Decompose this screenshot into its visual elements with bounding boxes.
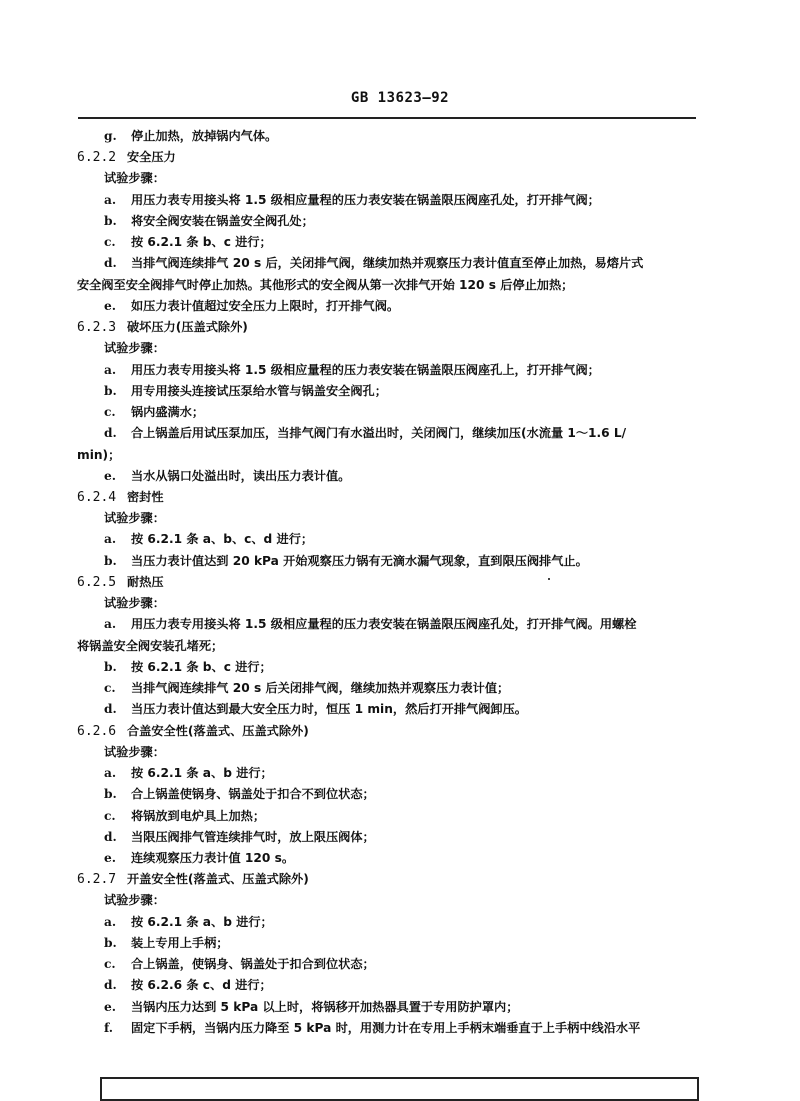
item-label: d.: [104, 426, 117, 441]
section-heading: [77, 317, 697, 338]
item-label: d.: [104, 829, 117, 844]
item-label: e.: [104, 298, 116, 313]
item-text: 用专用接头连接试压泵给水管与锅盖安全阀孔；: [131, 383, 387, 398]
steps-label: [77, 168, 697, 189]
list-item: [77, 848, 697, 869]
item-text: 合上锅盖后用试压泵加压，当排气阀门有水溢出时，关闭阀门，继续加压(水流量 1～1.6 L/: [131, 426, 627, 441]
item-label: e.: [104, 850, 116, 865]
item-text: 当压力表计值达到最大安全压力时，恒压 1 min，然后打开排气阀卸压。: [131, 702, 527, 717]
list-item-continuation: [77, 275, 697, 296]
item-label: e.: [104, 468, 116, 483]
section-number: 6.2.6: [77, 723, 117, 739]
section-number: 6.2.5: [77, 574, 117, 590]
item-text: 按 6.2.1 条 a、b、c、d 进行；: [131, 532, 314, 547]
item-label: b.: [104, 935, 117, 950]
section-heading: [77, 147, 697, 168]
item-label: c.: [104, 808, 116, 823]
section-title: 耐热压: [127, 574, 164, 589]
item-text: 用压力表专用接头将 1.5 级相应量程的压力表安装在锅盖限压阀座孔处，打开排气阀。用螺栓: [131, 617, 637, 632]
list-item: [77, 678, 697, 699]
item-label: a.: [104, 532, 117, 547]
section-heading: [77, 721, 697, 742]
item-text: 用压力表专用接头将 1.5 级相应量程的压力表安装在锅盖限压阀座孔处，打开排气阀；: [131, 192, 600, 207]
list-item-continuation: [77, 636, 697, 657]
list-item: [77, 614, 697, 635]
item-text: 按 6.2.1 条 a、b 进行；: [131, 766, 273, 781]
list-item: [77, 423, 697, 444]
list-item: [77, 402, 697, 423]
document-body: [77, 126, 697, 1039]
item-label: a.: [104, 617, 117, 632]
item-label: c.: [104, 405, 116, 420]
section-title: 安全压力: [127, 150, 176, 165]
standard-number-header: GB 13623—92: [350, 90, 450, 106]
list-item: [77, 827, 697, 848]
item-label: c.: [104, 235, 116, 250]
item-text: 当水从锅口处溢出时，读出压力表计值。: [131, 468, 351, 483]
list-item: [77, 466, 697, 487]
list-item: [77, 763, 697, 784]
steps-label-text: 试验步骤：: [104, 341, 165, 356]
header-rule: [78, 117, 696, 119]
steps-label: [77, 593, 697, 614]
list-item: [77, 784, 697, 805]
steps-label-text: 试验步骤：: [104, 171, 165, 186]
item-text: 用压力表专用接头将 1.5 级相应量程的压力表安装在锅盖限压阀座孔上，打开排气阀；: [131, 362, 600, 377]
list-item: [77, 190, 697, 211]
item-text-continuation: 将锅盖安全阀安装孔堵死；: [77, 638, 224, 653]
steps-label: [77, 742, 697, 763]
item-label: g.: [104, 129, 117, 143]
item-text: 按 6.2.1 条 b、c 进行；: [131, 659, 272, 674]
item-text: 固定下手柄，当锅内压力降至 5 kPa 时，用测力计在专用上手柄末端垂直于上手柄中线沿水平: [131, 1020, 641, 1035]
list-item: [77, 997, 697, 1018]
list-item: [77, 699, 697, 720]
list-item: [77, 975, 697, 996]
item-label: b.: [104, 659, 117, 674]
item-label: d.: [104, 978, 117, 993]
item-text-continuation: 安全阀至安全阀排气时停止加热。其他形式的安全阀从第一次排气开始 120 s 后停止加热；: [77, 277, 574, 292]
list-item: [77, 954, 697, 975]
section-title: 破坏压力(压盖式除外): [127, 320, 248, 335]
section-title: 开盖安全性(落盖式、压盖式除外): [127, 872, 309, 887]
item-text: 合上锅盖，使锅身、锅盖处于扣合到位状态；: [131, 957, 375, 972]
list-item: [77, 360, 697, 381]
section-number: 6.2.2: [77, 150, 117, 166]
list-item: [77, 381, 697, 402]
item-label: b.: [104, 383, 117, 398]
item-text: 当限压阀排气管连续排气时，放上限压阀体；: [131, 829, 375, 844]
section-title: 密封性: [127, 489, 164, 504]
section-heading: [77, 487, 697, 508]
item-label: d.: [104, 702, 117, 717]
item-text: 当排气阀连续排气 20 s 后关闭排气阀，继续加热并观察压力表计值；: [131, 681, 510, 696]
list-item: [77, 211, 697, 232]
section-heading: [77, 869, 697, 890]
section-heading: [77, 572, 697, 593]
section-number: 6.2.4: [77, 489, 117, 505]
list-item: [77, 657, 697, 678]
list-item: [77, 126, 697, 147]
list-item: [77, 253, 697, 274]
item-label: c.: [104, 681, 116, 696]
list-item: [77, 296, 697, 317]
item-label: a.: [104, 914, 117, 929]
item-label: a.: [104, 766, 117, 781]
item-text: 连续观察压力表计值 120 s。: [131, 850, 295, 865]
list-item-continuation: [77, 445, 697, 466]
section-number: 6.2.7: [77, 872, 117, 888]
section-number: 6.2.3: [77, 320, 117, 336]
item-label: c.: [104, 957, 116, 972]
item-text: 合上锅盖使锅身、锅盖处于扣合不到位状态；: [131, 787, 375, 802]
item-label: b.: [104, 213, 117, 228]
steps-label: [77, 890, 697, 911]
list-item: [77, 529, 697, 550]
list-item: [77, 232, 697, 253]
list-item: [77, 806, 697, 827]
item-text: 将安全阀安装在锅盖安全阀孔处；: [131, 213, 314, 228]
steps-label-text: 试验步骤：: [104, 744, 165, 759]
item-text: 按 6.2.1 条 a、b 进行；: [131, 914, 273, 929]
steps-label-text: 试验步骤：: [104, 596, 165, 611]
item-label: d.: [104, 256, 117, 271]
item-text: 按 6.2.1 条 b、c 进行；: [131, 235, 272, 250]
item-text: 当锅内压力达到 5 kPa 以上时，将锅移开加热器具置于专用防护罩内；: [131, 999, 519, 1014]
list-item: [77, 551, 697, 572]
item-text: 当排气阀连续排气 20 s 后，关闭排气阀，继续加热并观察压力表计值直至停止加热，易熔片式: [131, 256, 644, 271]
steps-label: [77, 508, 697, 529]
item-text: 按 6.2.6 条 c、d 进行；: [131, 978, 272, 993]
list-item: [77, 912, 697, 933]
steps-label: [77, 338, 697, 359]
item-text: 停止加热，放掉锅内气体。: [131, 129, 278, 143]
steps-label-text: 试验步骤：: [104, 511, 165, 526]
list-item: [77, 1018, 697, 1039]
item-label: f.: [104, 1020, 114, 1035]
item-label: e.: [104, 999, 116, 1014]
list-item: [77, 933, 697, 954]
item-text: 锅内盛满水；: [131, 405, 205, 420]
item-text: 将锅放到电炉具上加热；: [131, 808, 266, 823]
footer-box: [100, 1077, 699, 1101]
item-label: b.: [104, 787, 117, 802]
item-label: a.: [104, 362, 117, 377]
item-label: b.: [104, 553, 117, 568]
item-text: 当压力表计值达到 20 kPa 开始观察压力锅有无滴水漏气现象，直到限压阀排气止。: [131, 553, 588, 568]
item-text: 装上专用上手柄；: [131, 935, 229, 950]
item-text-continuation: min)；: [77, 447, 121, 462]
steps-label-text: 试验步骤：: [104, 893, 165, 908]
item-text: 如压力表计值超过安全压力上限时，打开排气阀。: [131, 298, 400, 313]
item-label: a.: [104, 192, 117, 207]
section-title: 合盖安全性(落盖式、压盖式除外): [127, 723, 309, 738]
